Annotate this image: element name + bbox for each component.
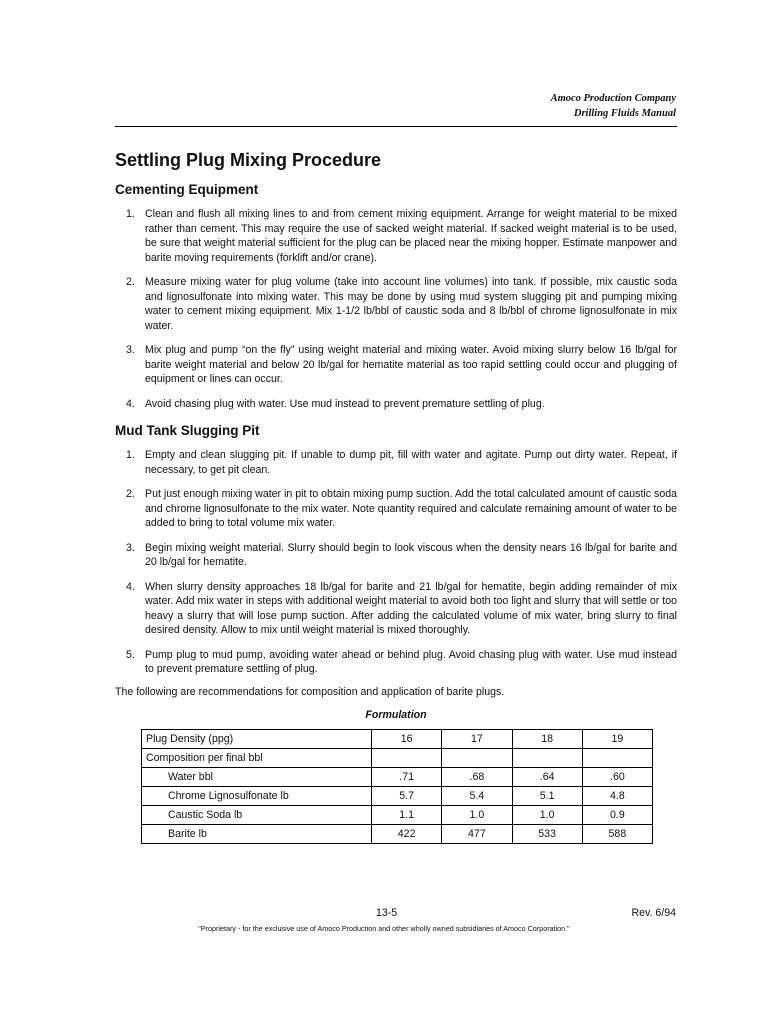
list-item-text: Put just enough mixing water in pit to obtain mixing pump suction. Add the total calculated amount of caustic soda and chrome lignosulfonate to the mix water. Note quantity required and calculate remaining amount of water to be added to bring to total volume mix water.	[145, 488, 677, 529]
table-cell: 422	[372, 825, 442, 844]
table-cell-label: Chrome Lignosulfonate lb	[142, 787, 372, 806]
table-cell: 477	[442, 825, 512, 844]
table-cell: 18	[512, 730, 582, 749]
table-cell: 5.7	[372, 787, 442, 806]
list-item-text: When slurry density approaches 18 lb/gal for barite and 21 lb/gal for hematite, begin adding remainder of mix water. Add mix water in steps with additional weight material to avoid both too light and slurry that will settle or too heavy a slurry that will lose pump suction. After adding the calculated volume of mix water, bring slurry to final desired density. Allow to mix until weight material is mixed thoroughly.	[145, 580, 677, 636]
intro-paragraph: The following are recommendations for composition and application of barite plugs.	[115, 685, 505, 698]
table-cell	[372, 749, 442, 768]
proprietary-notice: "Proprietary - for the exclusive use of Amoco Production and other wholly owned subsidiaries of Amoco Corporation."	[198, 924, 570, 933]
formulation-table	[141, 729, 653, 844]
table-cell: 19	[582, 730, 652, 749]
list-item: 1. Clean and flush all mixing lines to and from cement mixing equipment. Arrange for weight material to be mixed rather than cement. This may require the use of sacked weight material. If sacked weight material is to be used, be sure that weight material sufficient for the plug can be placed near the mixing hopper. Estimate manpower and barite moving requirements (forklift and/or crane).	[126, 208, 677, 264]
list-item: 5. Pump plug to mud pump, avoiding water ahead or behind plug. Avoid chasing plug with water. Use mud instead to prevent premature settling of plug.	[126, 648, 677, 675]
table-cell: 588	[582, 825, 652, 844]
list-item: 1. Empty and clean slugging pit. If unable to dump pit, fill with water and agitate. Pump out dirty water. Repeat, if necessary, to get pit clean.	[126, 449, 677, 476]
table-cell-label: Barite lb	[142, 825, 372, 844]
cementing-steps	[115, 207, 677, 411]
table-cell: .68	[442, 768, 512, 787]
table-cell: 1.0	[442, 806, 512, 825]
table-cell: 5.4	[442, 787, 512, 806]
table-cell	[582, 749, 652, 768]
table-cell-label: Composition per final bbl	[142, 749, 372, 768]
header-rule	[115, 126, 677, 127]
table-cell: 533	[512, 825, 582, 844]
list-item-text: Pump plug to mud pump, avoiding water ahead or behind plug. Avoid chasing plug with water. Use mud instead to prevent premature settling of plug.	[145, 648, 677, 675]
list-item: 4. When slurry density approaches 18 lb/gal for barite and 21 lb/gal for hematite, begin adding remainder of mix water. Add mix water in steps with additional weight material to avoid both too light and slurry that will settle or too heavy a slurry that will lose pump suction. After adding the calculated volume of mix water, bring slurry to final desired density. Allow to mix until weight material is mixed thoroughly.	[126, 580, 677, 636]
list-item: 3. Mix plug and pump “on the fly” using weight material and mixing water. Avoid mixing slurry below 16 lb/gal for barite weight material and below 20 lb/gal for hematite material as too rapid settling could occur and plugging of equipment or lines can occur.	[126, 344, 677, 385]
revision-label: Rev. 6/94	[631, 907, 676, 919]
table-row	[142, 730, 653, 749]
page-title: Settling Plug Mixing Procedure	[115, 150, 382, 170]
table-cell	[442, 749, 512, 768]
list-item-text: Empty and clean slugging pit. If unable to dump pit, fill with water and agitate. Pump out dirty water. Repeat, if necessary, to get pit clean.	[145, 449, 677, 476]
list-item-text: Mix plug and pump “on the fly” using weight material and mixing water. Avoid mixing slurry below 16 lb/gal for barite weight material and below 20 lb/gal for hematite material as too rapid settling could occur and plugging of equipment or lines can occur.	[145, 344, 677, 385]
running-header	[551, 91, 676, 121]
list-item: 4. Avoid chasing plug with water. Use mud instead to prevent premature settling of plug.	[126, 397, 545, 410]
header-manual: Drilling Fluids Manual	[573, 108, 676, 119]
formulation-title: Formulation	[365, 709, 427, 721]
table-cell: 16	[372, 730, 442, 749]
slugging-pit-steps	[115, 448, 677, 677]
section-heading-slugging-pit: Mud Tank Slugging Pit	[115, 423, 260, 438]
list-item-text: Measure mixing water for plug volume (take into account line volumes) into tank. If possible, mix caustic soda and lignosulfonate into mixing water. This may be done by using mud system slugging pit and pumping mixing water to cement mixing equipment. Mix 1-1/2 lb/bbl of caustic soda and 8 lb/bbl of chrome lignosulfonate in mix water.	[145, 276, 677, 332]
table-cell: .60	[582, 768, 652, 787]
list-item-text: Clean and flush all mixing lines to and from cement mixing equipment. Arrange for weight material to be mixed rather than cement. This may require the use of sacked weight material. If sacked weight material is to be used, be sure that weight material sufficient for the plug can be placed near the mixing hopper. Estimate manpower and barite moving requirements (forklift and/or crane).	[145, 208, 677, 264]
table-cell-label: Caustic Soda lb	[142, 806, 372, 825]
table-cell	[512, 749, 582, 768]
list-item: 2. Put just enough mixing water in pit to obtain mixing pump suction. Add the total calculated amount of caustic soda and chrome lignosulfonate to the mix water. Note quantity required and calculate remaining amount of water to be added to bring to total volume mix water.	[126, 488, 677, 529]
table-cell: 4.8	[582, 787, 652, 806]
header-company: Amoco Production Company	[550, 93, 676, 104]
section-heading-cementing: Cementing Equipment	[115, 182, 259, 197]
table-cell: 5.1	[512, 787, 582, 806]
table-cell-label: Plug Density (ppg)	[142, 730, 372, 749]
table-row	[142, 787, 653, 806]
table-row	[142, 806, 653, 825]
table-row	[142, 825, 653, 844]
list-item-text: Avoid chasing plug with water. Use mud instead to prevent premature settling of plug.	[145, 397, 545, 410]
table-cell: 1.0	[512, 806, 582, 825]
table-cell: .71	[372, 768, 442, 787]
table-cell: 1.1	[372, 806, 442, 825]
list-item-text: Begin mixing weight material. Slurry should begin to look viscous when the density nears 16 lb/gal for barite and 20 lb/gal for hematite.	[145, 541, 677, 568]
table-cell: .64	[512, 768, 582, 787]
list-item: 3. Begin mixing weight material. Slurry should begin to look viscous when the density nears 16 lb/gal for barite and 20 lb/gal for hematite.	[126, 541, 677, 568]
table-cell: 0.9	[582, 806, 652, 825]
list-item: 2. Measure mixing water for plug volume (take into account line volumes) into tank. If possible, mix caustic soda and lignosulfonate into mixing water. This may be done by using mud system slugging pit and pumping mixing water to cement mixing equipment. Mix 1-1/2 lb/bbl of caustic soda and 8 lb/bbl of chrome lignosulfonate in mix water.	[126, 276, 677, 332]
page-content	[115, 148, 677, 844]
table-cell-label: Water bbl	[142, 768, 372, 787]
table-cell: 17	[442, 730, 512, 749]
table-row	[142, 768, 653, 787]
table-row	[142, 749, 653, 768]
page-number: 13-5	[376, 907, 398, 919]
